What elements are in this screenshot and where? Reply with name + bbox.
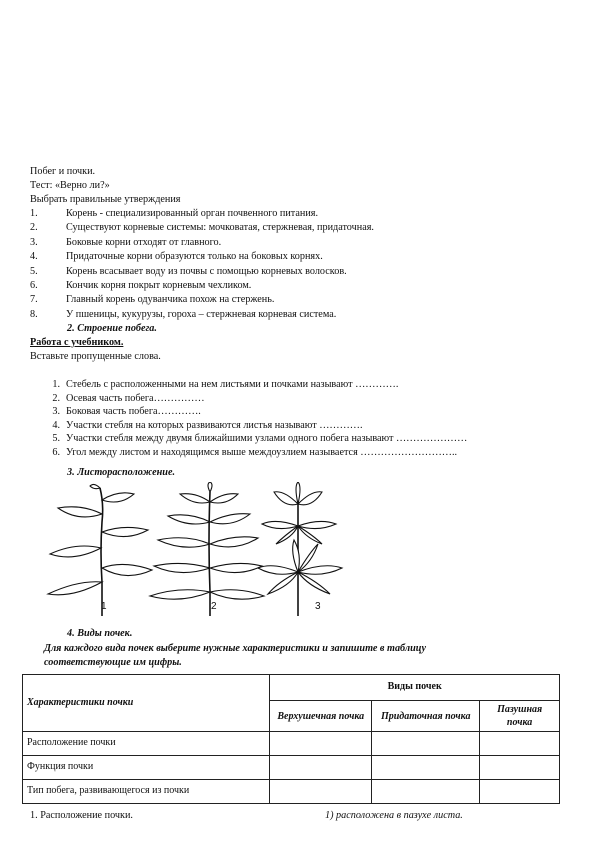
- item-number: 6.: [52, 446, 60, 458]
- answer-cell[interactable]: [372, 780, 480, 804]
- figure-label-1: 1: [101, 601, 107, 612]
- axillary-bud-header: Пазушная почка: [480, 701, 560, 732]
- fill-in-list: [42, 379, 467, 461]
- opposite-plant: [150, 482, 264, 616]
- section2-instruction: Вставьте пропущенные слова.: [30, 351, 161, 362]
- fill-in-item: [42, 433, 467, 447]
- test-title: Тест: «Верно ли?»: [30, 180, 110, 191]
- statement-item: [30, 237, 374, 251]
- answer-cell[interactable]: [480, 780, 560, 804]
- section4-instruction-line1: Для каждого вида почек выберите нужные характеристики и запишите в таблицу: [44, 643, 427, 654]
- statement-item: [30, 222, 374, 236]
- section4-heading: 4. Виды почек.: [67, 628, 133, 639]
- item-text: Корень всасывает воду из почвы с помощью корневых волосков.: [66, 265, 347, 277]
- fill-in-item: [42, 393, 467, 407]
- answer-cell[interactable]: [270, 780, 372, 804]
- statement-list: [30, 208, 374, 323]
- alternate-plant: [48, 484, 152, 616]
- bud-types-header: Виды почек: [270, 675, 560, 701]
- statement-item: [30, 208, 374, 222]
- footer-left: 1. Расположение почки.: [30, 810, 133, 821]
- item-text: Боковая часть побега………….: [66, 406, 201, 418]
- fill-in-item: [42, 447, 467, 461]
- answer-cell[interactable]: [270, 756, 372, 780]
- fill-in-item: [42, 379, 467, 393]
- row-label-function: Функция почки: [23, 756, 270, 780]
- item-number: 5.: [52, 433, 60, 445]
- item-number: 2.: [30, 222, 38, 234]
- statement-item: [30, 266, 374, 280]
- item-text: Корень - специализированный орган почвенного питания.: [66, 208, 319, 219]
- section4-instruction-line2: соответствующие им цифры.: [44, 657, 182, 668]
- characteristics-header: Характеристики почки: [23, 675, 270, 732]
- item-text: Боковые корни отходят от главного.: [66, 236, 222, 248]
- item-text: Стебель с расположенными на нем листьями и почками называют ………….: [66, 379, 399, 390]
- row-label-shoot-type: Тип побега, развивающегося из почки: [23, 780, 270, 804]
- adventitious-bud-header: Придаточная почка: [372, 701, 480, 732]
- statement-item: [30, 309, 374, 323]
- figure-label-2: 2: [211, 601, 217, 612]
- item-text: Участки стебля на которых развиваются листья называют ………….: [66, 419, 363, 431]
- answer-cell[interactable]: [372, 732, 480, 756]
- statement-item: [30, 251, 374, 265]
- item-text: Кончик корня покрыт корневым чехликом.: [66, 279, 252, 291]
- item-number: 3.: [30, 236, 38, 248]
- item-number: 1.: [52, 379, 60, 390]
- answer-cell[interactable]: [480, 756, 560, 780]
- item-number: 7.: [30, 294, 38, 306]
- answer-cell[interactable]: [270, 732, 372, 756]
- item-number: 2.: [52, 392, 60, 404]
- bud-types-table: [22, 674, 560, 804]
- item-number: 1.: [30, 208, 38, 219]
- item-text: Осевая часть побега……………: [66, 392, 205, 404]
- answer-cell[interactable]: [372, 756, 480, 780]
- fill-in-item: [42, 420, 467, 434]
- fill-in-item: [42, 406, 467, 420]
- item-number: 6.: [30, 279, 38, 291]
- item-number: 8.: [30, 308, 38, 320]
- statement-item: [30, 294, 374, 308]
- item-text: Существуют корневые системы: мочковатая, стержневая, придаточная.: [66, 222, 374, 234]
- item-number: 3.: [52, 406, 60, 418]
- section1-title: Побег и почки.: [30, 166, 96, 177]
- leaf-arrangement-figure: [28, 482, 358, 618]
- footer-right: 1) расположена в пазухе листа.: [325, 810, 463, 821]
- item-number: 4.: [30, 251, 38, 263]
- figure-label-3: 3: [315, 601, 321, 612]
- row-label-location: Расположение почки: [23, 732, 270, 756]
- item-text: Главный корень одуванчика похож на стержень.: [66, 294, 275, 306]
- section1-instruction: Выбрать правильные утверждения: [30, 194, 181, 205]
- whorled-plant: [258, 482, 342, 616]
- item-number: 4.: [52, 419, 60, 431]
- item-text: Придаточные корни образуются только на боковых корнях.: [66, 251, 323, 263]
- item-text: У пшеницы, кукурузы, гороха – стержневая корневая система.: [66, 308, 337, 320]
- section2-heading: 2. Строение побега.: [67, 323, 157, 334]
- apical-bud-header: Верхушечная почка: [270, 701, 372, 732]
- item-text: Участки стебля между двумя ближайшими узлами одного побега называют …………………: [66, 433, 468, 445]
- item-number: 5.: [30, 265, 38, 277]
- item-text: Угол между листом и находящимся выше междоузлием называется ………………………..: [66, 446, 458, 458]
- work-with-textbook: Работа с учебником.: [30, 337, 124, 348]
- answer-cell[interactable]: [480, 732, 560, 756]
- section3-heading: 3. Листорасположение.: [67, 467, 176, 478]
- statement-item: [30, 280, 374, 294]
